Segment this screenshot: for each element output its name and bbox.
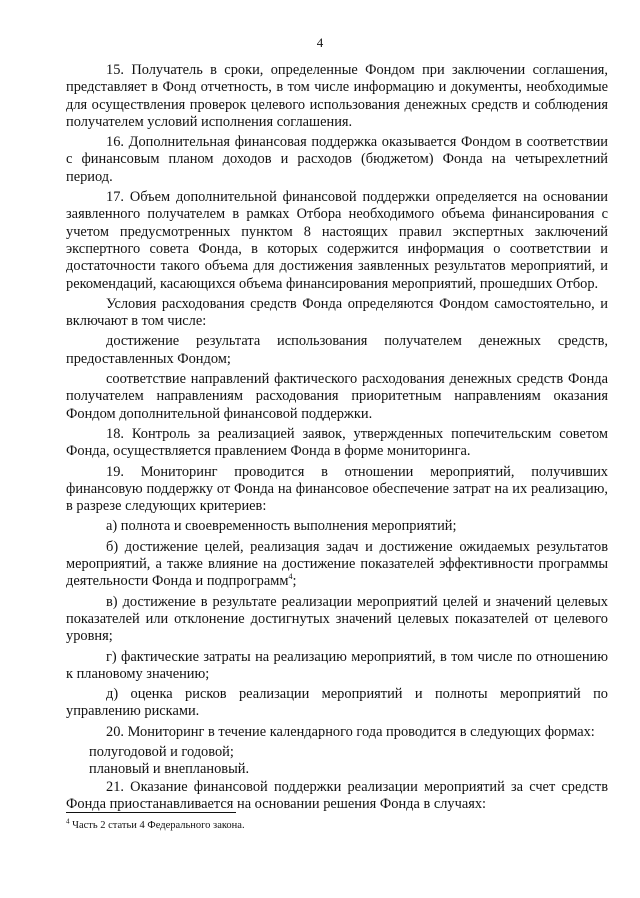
criterion-b-text: б) достижение целей, реализация задач и достижение ожидаемых результатов мероприятий, а также влияние на достижение показателей эффективности программы деятельности Фонда и подпрограмм	[66, 538, 608, 590]
document-body	[66, 62, 608, 816]
footnote-mark: 4	[66, 817, 70, 826]
form-1: полугодовой и годовой;	[89, 743, 234, 760]
criterion-d: д) оценка рисков реализации мероприятий и полноты мероприятий по управлению рисками.	[66, 686, 608, 720]
criterion-b-end: ;	[292, 573, 297, 590]
criterion-a: а) полнота и своевременность выполнения мероприятий;	[106, 518, 457, 535]
form-2: плановый и внеплановый.	[89, 761, 250, 778]
footnote-reference-4: 4	[288, 572, 293, 582]
condition-1: достижение результата использования получателем денежных средств, предоставленных Фондом;	[66, 333, 608, 367]
conditions-intro: Условия расходования средств Фонда определяются Фондом самостоятельно, и включают в том числе:	[66, 295, 608, 330]
criterion-b	[66, 539, 608, 591]
paragraph-21: 21. Оказание финансовой поддержки реализации мероприятий за счет средств Фонда приостанавливается на основании решения Фонда в случаях:	[66, 778, 608, 812]
footnote-4	[66, 819, 608, 832]
paragraph-18: 18. Контроль за реализацией заявок, утвержденных попечительским советом Фонда, осуществляется правлением Фонда в форме мониторинга.	[66, 425, 608, 460]
paragraph-16: 16. Дополнительная финансовая поддержка оказывается Фондом в соответствии с финансовым планом доходов и расходов (бюджетом) Фонда на четырехлетний период.	[66, 134, 608, 185]
paragraph-20: 20. Мониторинг в течение календарного года проводится в следующих формах:	[106, 723, 595, 740]
footnote-text: Часть 2 статьи 4 Федерального закона.	[69, 820, 245, 831]
paragraph-19: 19. Мониторинг проводится в отношении мероприятий, получивших финансовую поддержку от Фонда на финансовое обеспечение затрат на их реализацию, в разрезе следующих критериев:	[66, 463, 608, 515]
paragraph-17: 17. Объем дополнительной финансовой поддержки определяется на основании заявленного получателем в рамках Отбора необходимого объема финансирования с учетом предусмотренных пунктом 8 настоящих правил экспертных заключений экспертного совета Фонда, в которых содержится информация о соответствии и достаточности такого объема для достижения заявленных результатов мероприятий, и рекомендаций, касающихся объема финансирования мероприятий, прошедших Отбор.	[66, 189, 608, 292]
criterion-v: в) достижение в результате реализации мероприятий целей и значений целевых показателей или отклонение достигнутых значений целевых показателей от целевого уровня;	[66, 593, 608, 645]
page-number: 4	[316, 35, 324, 50]
footnote-separator	[66, 812, 236, 813]
criterion-g: г) фактические затраты на реализацию мероприятий, в том числе по отношению к плановому значению;	[66, 648, 608, 682]
condition-2: соответствие направлений фактического расходования денежных средств Фонда получателем направлениям расходования приоритетным направлениям оказания Фондом дополнительной финансовой поддержки.	[66, 371, 608, 422]
paragraph-15: 15. Получатель в сроки, определенные Фондом при заключении соглашения, представляет в Фонд отчетность, в том числе информацию и документы, необходимые для осуществления проверок целевого использования денежных средств и соблюдения получателем условий исполнения соглашения.	[66, 62, 608, 130]
